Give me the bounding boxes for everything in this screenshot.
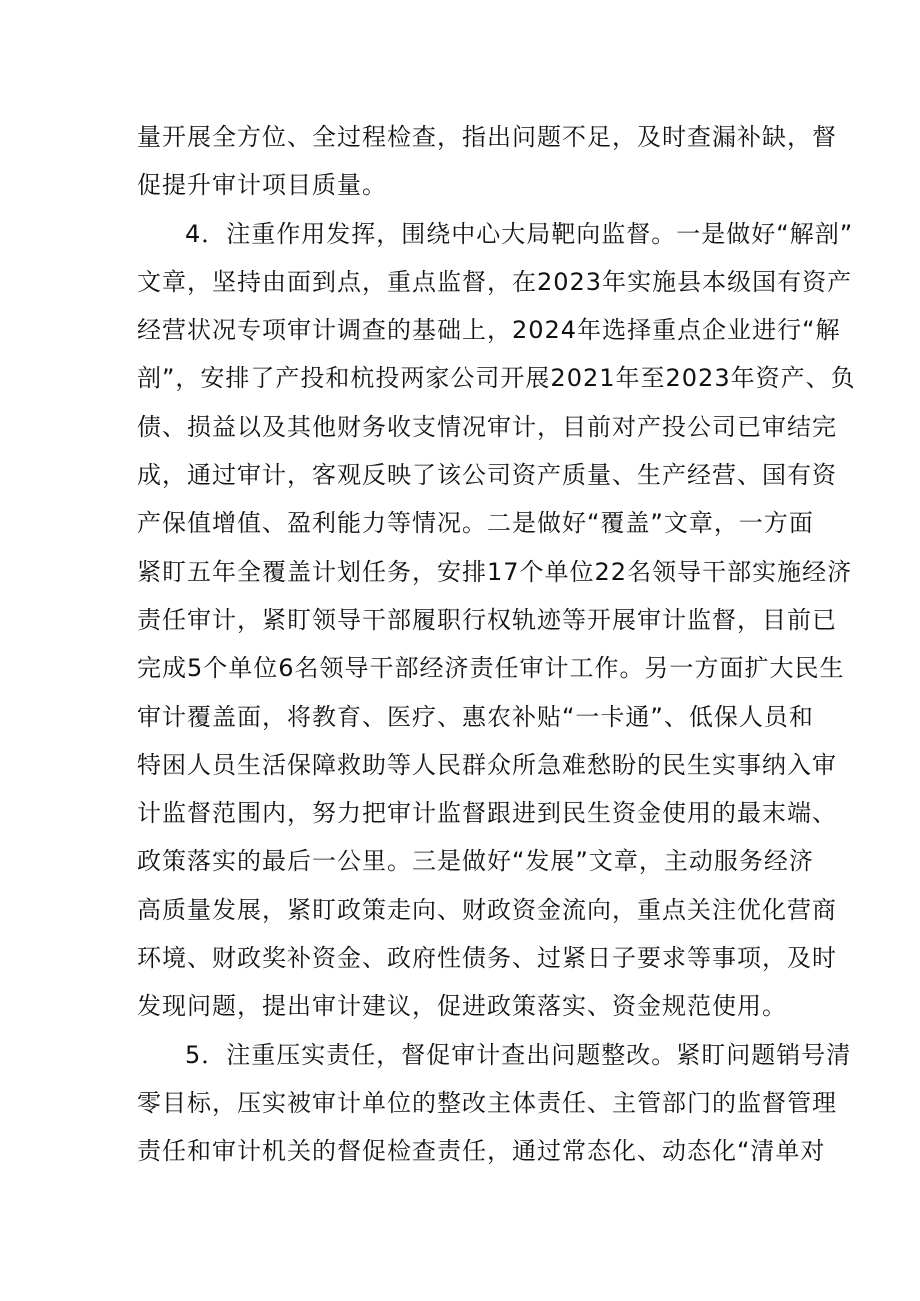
text-line: 完成5个单位6名领导干部经济责任审计工作。另一方面扩大民生 xyxy=(137,654,845,683)
text-line: 文章，坚持由面到点，重点监督，在2023年实施县本级国有资产 xyxy=(137,267,853,296)
text-line: 政策落实的最后一公里。三是做好“发展”文章，主动服务经济 xyxy=(137,847,814,876)
text-line: 债、损益以及其他财务收支情况审计，目前对产投公司已审结完 xyxy=(137,412,837,441)
text-line: 特困人员生活保障救助等人民群众所急难愁盼的民生实事纳入审 xyxy=(137,750,837,779)
text-line: 责任审计，紧盯领导干部履职行权轨迹等开展审计监督，目前已 xyxy=(137,605,837,634)
text-line: 剖”，安排了产投和杭投两家公司开展2021年至2023年资产、负 xyxy=(137,364,856,393)
text-line: 促提升审计项目质量。 xyxy=(137,171,387,200)
text-line: 成，通过审计，客观反映了该公司资产质量、生产经营、国有资 xyxy=(137,461,837,490)
text-line: 经营状况专项审计调查的基础上，2024年选择重点企业进行“解 xyxy=(137,316,841,345)
text-line: 审计覆盖面，将教育、医疗、惠农补贴“一卡通”、低保人员和 xyxy=(137,702,814,731)
text-line: 责任和审计机关的督促检查责任，通过常态化、动态化“清单对 xyxy=(137,1137,826,1166)
paragraph-4-heading-line: 4．注重作用发挥，围绕中心大局靶向监督。一是做好“解剖” xyxy=(185,219,854,248)
text-line: 高质量发展，紧盯政策走向、财政资金流向，重点关注优化营商 xyxy=(137,895,837,924)
body-text xyxy=(137,113,856,1176)
text-line: 环境、财政奖补资金、政府性债务、过紧日子要求等事项，及时 xyxy=(137,944,837,973)
paragraph-5-heading-line: 5．注重压实责任，督促审计查出问题整改。紧盯问题销号清 xyxy=(185,1040,852,1069)
text-line: 零目标，压实被审计单位的整改主体责任、主管部门的监督管理 xyxy=(137,1088,837,1117)
text-line: 计监督范围内，努力把审计监督跟进到民生资金使用的最末端、 xyxy=(137,799,837,828)
text-line: 量开展全方位、全过程检查，指出问题不足，及时查漏补缺，督 xyxy=(137,123,837,151)
text-line: 产保值增值、盈利能力等情况。二是做好“覆盖”文章，一方面 xyxy=(137,509,814,538)
text-line: 紧盯五年全覆盖计划任务，安排17个单位22名领导干部实施经济 xyxy=(137,557,853,586)
text-line: 发现问题，提出审计建议，促进政策落实、资金规范使用。 xyxy=(137,992,787,1021)
